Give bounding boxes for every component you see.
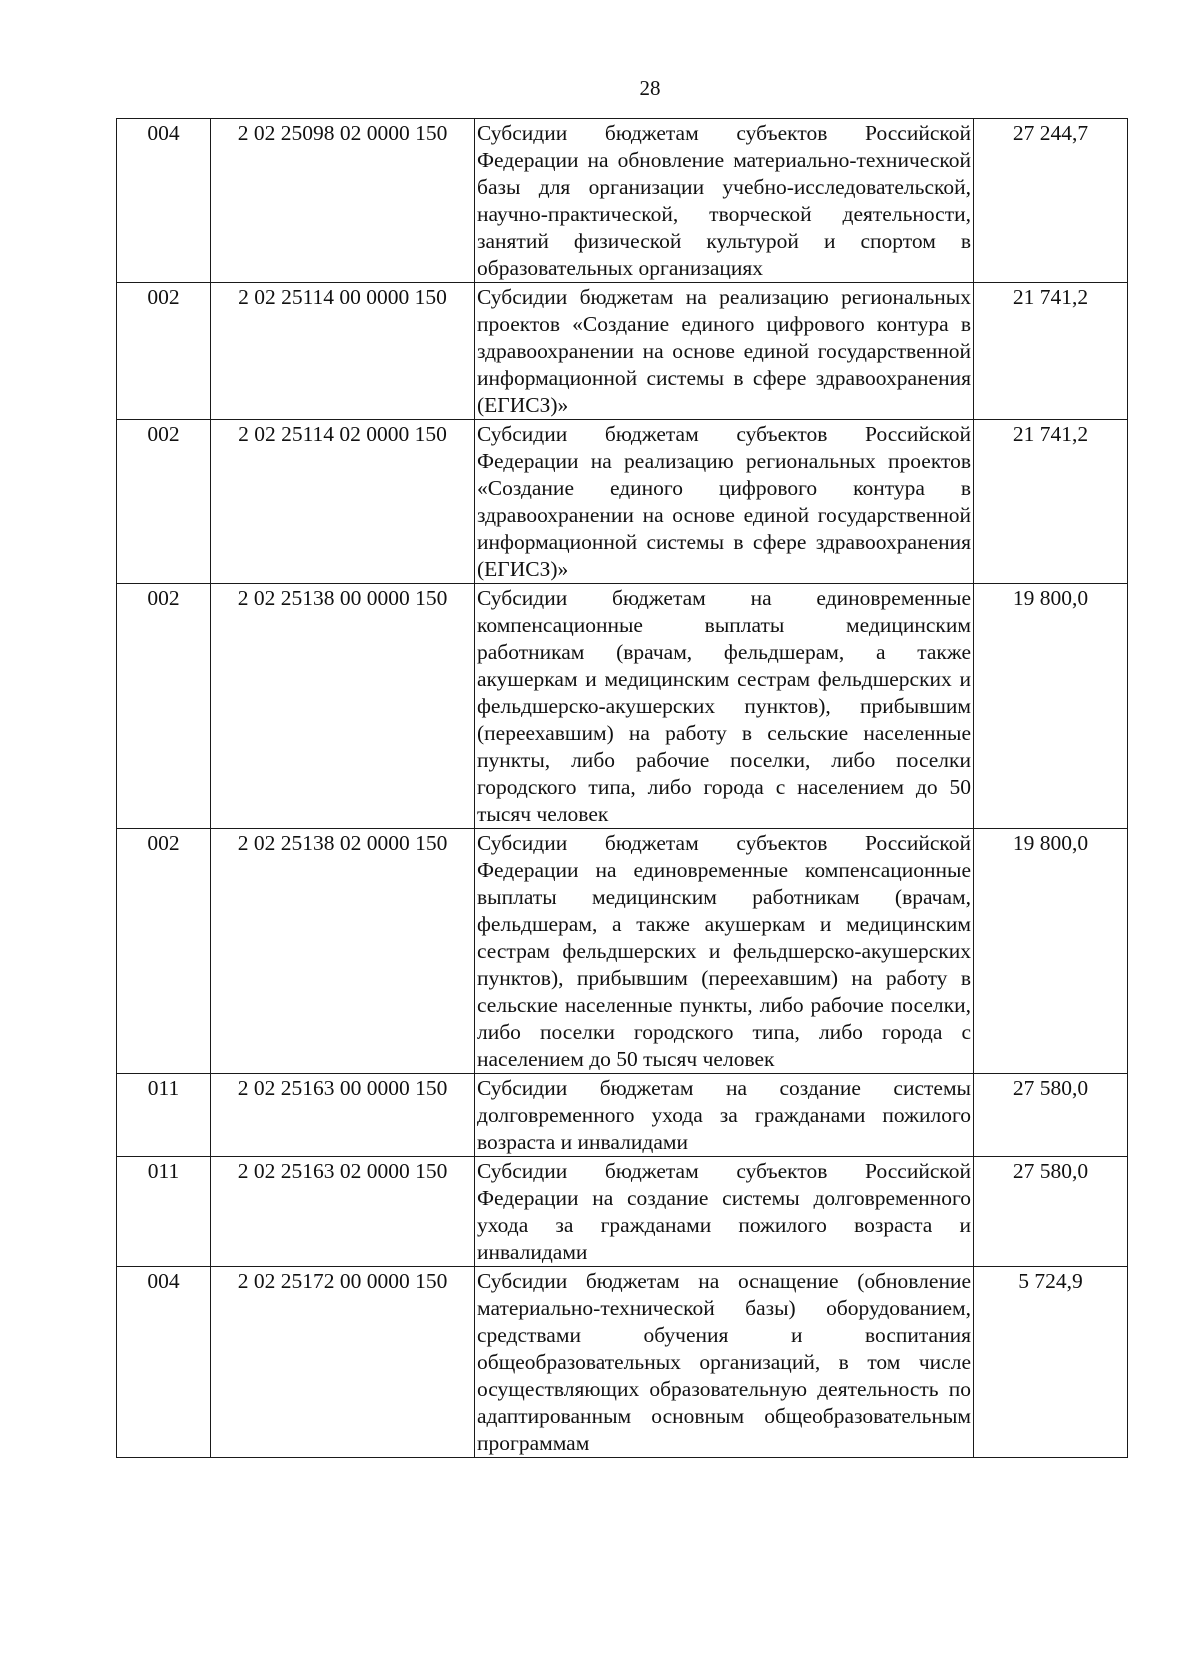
description-cell: Субсидии бюджетам субъектов Российской Федерации на реализацию региональных проектов «Создание единого цифрового контура в здравоохранении на основе единой государственной информационной системы в сфере здравоохранения (ЕГИСЗ)» (475, 420, 974, 584)
description-cell: Субсидии бюджетам на создание системы долговременного ухода за гражданами пожилого возраста и инвалидами (475, 1074, 974, 1157)
table-row (117, 1074, 1128, 1157)
amount-cell: 21 741,2 (974, 420, 1128, 584)
description-cell: Субсидии бюджетам на единовременные компенсационные выплаты медицинским работникам (врачам, фельдшерам, а также акушеркам и медицинским сестрам фельдшерских и фельдшерско-акушерских пунктов), прибывшим (переехавшим) на работу в сельские населенные пункты, либо рабочие поселки, либо поселки городского типа, либо города с населением до 50 тысяч человек (475, 584, 974, 829)
amount-cell: 27 244,7 (974, 119, 1128, 283)
budget-code-cell: 2 02 25114 02 0000 150 (211, 420, 475, 584)
table-body (117, 119, 1128, 1458)
admin-code-cell: 002 (117, 584, 211, 829)
table-row (117, 829, 1128, 1074)
description-cell: Субсидии бюджетам субъектов Российской Федерации на единовременные компенсационные выплаты медицинским работникам (врачам, фельдшерам, а также акушеркам и медицинским сестрам фельдшерских и фельдшерско-акушерских пунктов), прибывшим (переехавшим) на работу в сельские населенные пункты, либо рабочие поселки, либо поселки городского типа, либо города с населением до 50 тысяч человек (475, 829, 974, 1074)
description-cell: Субсидии бюджетам субъектов Российской Федерации на обновление материально-технической базы для организации учебно-исследовательской, научно-практической, творческой деятельности, занятий физической культурой и спортом в образовательных организациях (475, 119, 974, 283)
table-row (117, 584, 1128, 829)
table-row (117, 283, 1128, 420)
admin-code-cell: 011 (117, 1074, 211, 1157)
admin-code-cell: 002 (117, 420, 211, 584)
budget-code-cell: 2 02 25114 00 0000 150 (211, 283, 475, 420)
budget-code-cell: 2 02 25163 02 0000 150 (211, 1157, 475, 1267)
admin-code-cell: 002 (117, 829, 211, 1074)
page-number: 28 (639, 76, 661, 100)
admin-code-cell: 011 (117, 1157, 211, 1267)
amount-cell: 5 724,9 (974, 1267, 1128, 1458)
amount-cell: 19 800,0 (974, 584, 1128, 829)
admin-code-cell: 002 (117, 283, 211, 420)
description-cell: Субсидии бюджетам на реализацию региональных проектов «Создание единого цифрового контура в здравоохранении на основе единой государственной информационной системы в сфере здравоохранения (ЕГИСЗ)» (475, 283, 974, 420)
description-cell: Субсидии бюджетам на оснащение (обновление материально-технической базы) оборудованием, средствами обучения и воспитания общеобразовательных организаций, в том числе осуществляющих образовательную деятельность по адаптированным основным общеобразовательным программам (475, 1267, 974, 1458)
budget-code-cell: 2 02 25098 02 0000 150 (211, 119, 475, 283)
amount-cell: 27 580,0 (974, 1157, 1128, 1267)
table-row (117, 1267, 1128, 1458)
amount-cell: 19 800,0 (974, 829, 1128, 1074)
budget-code-cell: 2 02 25138 00 0000 150 (211, 584, 475, 829)
admin-code-cell: 004 (117, 119, 211, 283)
admin-code-cell: 004 (117, 1267, 211, 1458)
budget-code-cell: 2 02 25172 00 0000 150 (211, 1267, 475, 1458)
amount-cell: 21 741,2 (974, 283, 1128, 420)
table-row (117, 1157, 1128, 1267)
description-cell: Субсидии бюджетам субъектов Российской Федерации на создание системы долговременного ухода за гражданами пожилого возраста и инвалидами (475, 1157, 974, 1267)
table-row (117, 119, 1128, 283)
amount-cell: 27 580,0 (974, 1074, 1128, 1157)
budget-code-cell: 2 02 25163 00 0000 150 (211, 1074, 475, 1157)
table-row (117, 420, 1128, 584)
revenue-table (116, 118, 1128, 1458)
budget-code-cell: 2 02 25138 02 0000 150 (211, 829, 475, 1074)
